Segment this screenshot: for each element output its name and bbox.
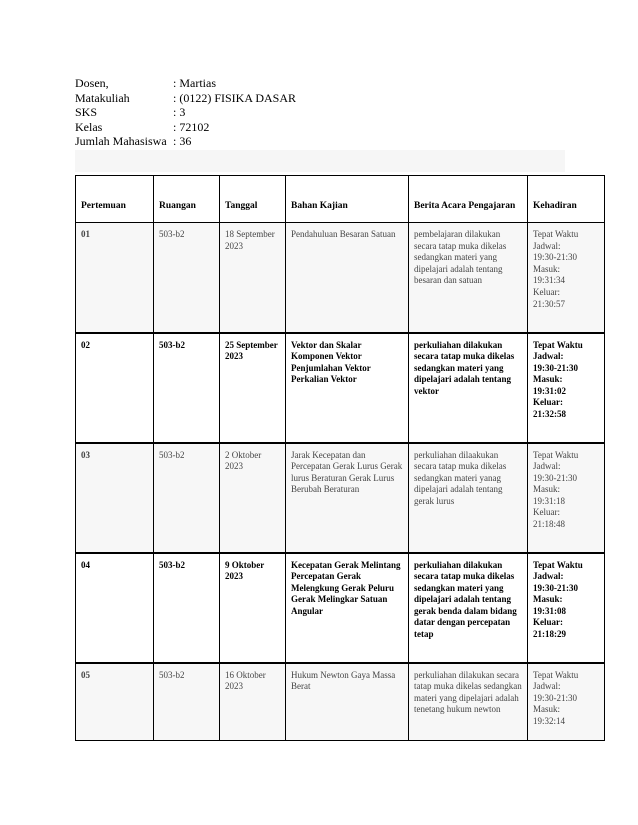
cell-bahan-kajian: Pendahuluan Besaran Satuan <box>286 223 409 333</box>
info-value: : 3 <box>173 105 186 120</box>
kehadiran-line: 21:30:57 <box>533 298 566 309</box>
course-info <box>75 76 296 149</box>
kehadiran-line: Masuk: <box>533 594 563 605</box>
column-header-tanggal: Tanggal <box>220 176 286 223</box>
table-row <box>76 553 605 663</box>
cell-pertemuan: 05 <box>76 663 154 741</box>
kehadiran-line: 19:32:14 <box>533 715 566 726</box>
table-row <box>76 663 605 741</box>
info-label: Dosen, <box>75 76 109 90</box>
column-header-berita-acara: Berita Acara Pengajaran <box>409 176 528 223</box>
table-row <box>76 333 605 443</box>
kehadiran-line: 21:18:48 <box>533 519 566 530</box>
kehadiran-line: Jadwal: <box>533 351 564 362</box>
shaded-band <box>75 150 565 172</box>
cell-ruangan: 503-b2 <box>154 223 220 333</box>
kehadiran-line: Tepat Waktu <box>533 559 583 570</box>
cell-tanggal: 9 Oktober 2023 <box>220 553 286 663</box>
cell-berita-acara: perkuliahan dilaakukan secara tatap muka dikelas sedangkan materi yanag dipelajari adalah tentang gerak lurus <box>409 443 528 553</box>
info-row-sks <box>75 105 296 120</box>
kehadiran-line: Tepat Waktu <box>533 229 579 239</box>
kehadiran-line: 19:30-21:30 <box>533 362 578 373</box>
kehadiran-line: Keluar: <box>533 617 563 628</box>
kehadiran-line: Tepat Waktu <box>533 339 583 350</box>
info-label: SKS <box>75 105 98 120</box>
cell-pertemuan: 04 <box>76 553 154 663</box>
cell-ruangan: 503-b2 <box>154 333 220 443</box>
kehadiran-line: 19:30-21:30 <box>533 252 577 263</box>
column-header-pertemuan: Pertemuan <box>76 176 154 223</box>
info-label: Jumlah Mahasiswa <box>75 134 167 149</box>
cell-berita-acara: perkuliahan dilakukan secara tatap muka dikelas sedangkan materi yang dipelajari adalah tentang gerak benda dalam bidang datar dengan percepatan tetap <box>409 553 528 663</box>
kehadiran-line: Keluar: <box>533 507 560 518</box>
cell-pertemuan: 03 <box>76 443 154 553</box>
cell-ruangan: 503-b2 <box>154 553 220 663</box>
cell-tanggal: 2 Oktober 2023 <box>220 443 286 553</box>
kehadiran-line: 19:31:02 <box>533 385 566 396</box>
cell-berita-acara: pembelajaran dilakukan secara tatap muka dikelas sedangkan materi yang dipelajari adalah tentang besaran dan satuan <box>409 223 528 333</box>
kehadiran-line: 19:30-21:30 <box>533 472 577 483</box>
cell-kehadiran <box>528 663 605 741</box>
kehadiran-line: Masuk: <box>533 263 560 274</box>
kehadiran-line: Keluar: <box>533 286 560 297</box>
info-value: : 72102 <box>173 119 210 134</box>
kehadiran-line: 19:31:08 <box>533 605 566 616</box>
cell-tanggal: 16 Oktober 2023 <box>220 663 286 741</box>
column-header-kehadiran: Kehadiran <box>528 176 605 223</box>
kehadiran-line: Masuk: <box>533 374 563 385</box>
kehadiran-line: Masuk: <box>533 704 560 715</box>
cell-berita-acara: perkuliahan dilakukan secara tatap muka dikelas sedangkan materi yang dipelajari adalah tenetang hukum newton <box>409 663 528 741</box>
info-label: Matakuliah <box>75 90 130 105</box>
info-value: : 36 <box>173 134 192 149</box>
kehadiran-line: Keluar: <box>533 397 563 408</box>
cell-berita-acara: perkuliahan dilakukan secara tatap muka dikelas sedangkan materi yang dipelajari adalah tentang vektor <box>409 333 528 443</box>
info-row-kelas <box>75 120 296 135</box>
info-row-jumlah-mahasiswa <box>75 134 296 149</box>
table-row <box>76 223 605 333</box>
column-header-bahan-kajian: Bahan Kajian <box>286 176 409 223</box>
attendance-table <box>75 175 605 741</box>
kehadiran-line: 21:18:29 <box>533 629 566 640</box>
cell-bahan-kajian: Vektor dan Skalar Komponen Vektor Penjumlahan Vektor Perkalian Vektor <box>286 333 409 443</box>
kehadiran-line: Masuk: <box>533 484 560 495</box>
cell-kehadiran <box>528 333 605 443</box>
cell-pertemuan: 02 <box>76 333 154 443</box>
kehadiran-line: 19:31:18 <box>533 495 566 506</box>
table-row <box>76 443 605 553</box>
info-label: Kelas <box>75 119 103 134</box>
kehadiran-line: 19:30-21:30 <box>533 582 578 593</box>
kehadiran-line: Tepat Waktu <box>533 669 579 680</box>
info-row-matakuliah <box>75 91 296 106</box>
cell-tanggal: 25 September 2023 <box>220 333 286 443</box>
kehadiran-line: 19:30-21:30 <box>533 692 577 703</box>
cell-kehadiran <box>528 443 605 553</box>
kehadiran-line: Tepat Waktu <box>533 449 579 460</box>
cell-pertemuan: 01 <box>76 223 154 333</box>
kehadiran-line: Jadwal: <box>533 571 564 582</box>
kehadiran-line: Jadwal: <box>533 461 561 472</box>
cell-kehadiran <box>528 553 605 663</box>
cell-kehadiran <box>528 223 605 333</box>
cell-tanggal: 18 September 2023 <box>220 223 286 333</box>
info-row-dosen <box>75 76 296 91</box>
info-value: : Martias <box>173 76 216 90</box>
cell-bahan-kajian: Kecepatan Gerak Melintang Percepatan Gerak Melengkung Gerak Peluru Gerak Melingkar Satuan Angular <box>286 553 409 663</box>
kehadiran-line: Jadwal: <box>533 681 561 692</box>
kehadiran-line: 19:31:34 <box>533 275 566 286</box>
cell-ruangan: 503-b2 <box>154 663 220 741</box>
cell-ruangan: 503-b2 <box>154 443 220 553</box>
cell-bahan-kajian: Jarak Kecepatan dan Percepatan Gerak Lurus Gerak lurus Beraturan Gerak Lurus Berubah Beraturan <box>286 443 409 553</box>
table-header-row <box>76 176 605 223</box>
cell-bahan-kajian: Hukum Newton Gaya Massa Berat <box>286 663 409 741</box>
kehadiran-line: Jadwal: <box>533 240 561 251</box>
kehadiran-line: 21:32:58 <box>533 409 566 420</box>
info-value: : (0122) FISIKA DASAR <box>173 90 297 105</box>
column-header-ruangan: Ruangan <box>154 176 220 223</box>
